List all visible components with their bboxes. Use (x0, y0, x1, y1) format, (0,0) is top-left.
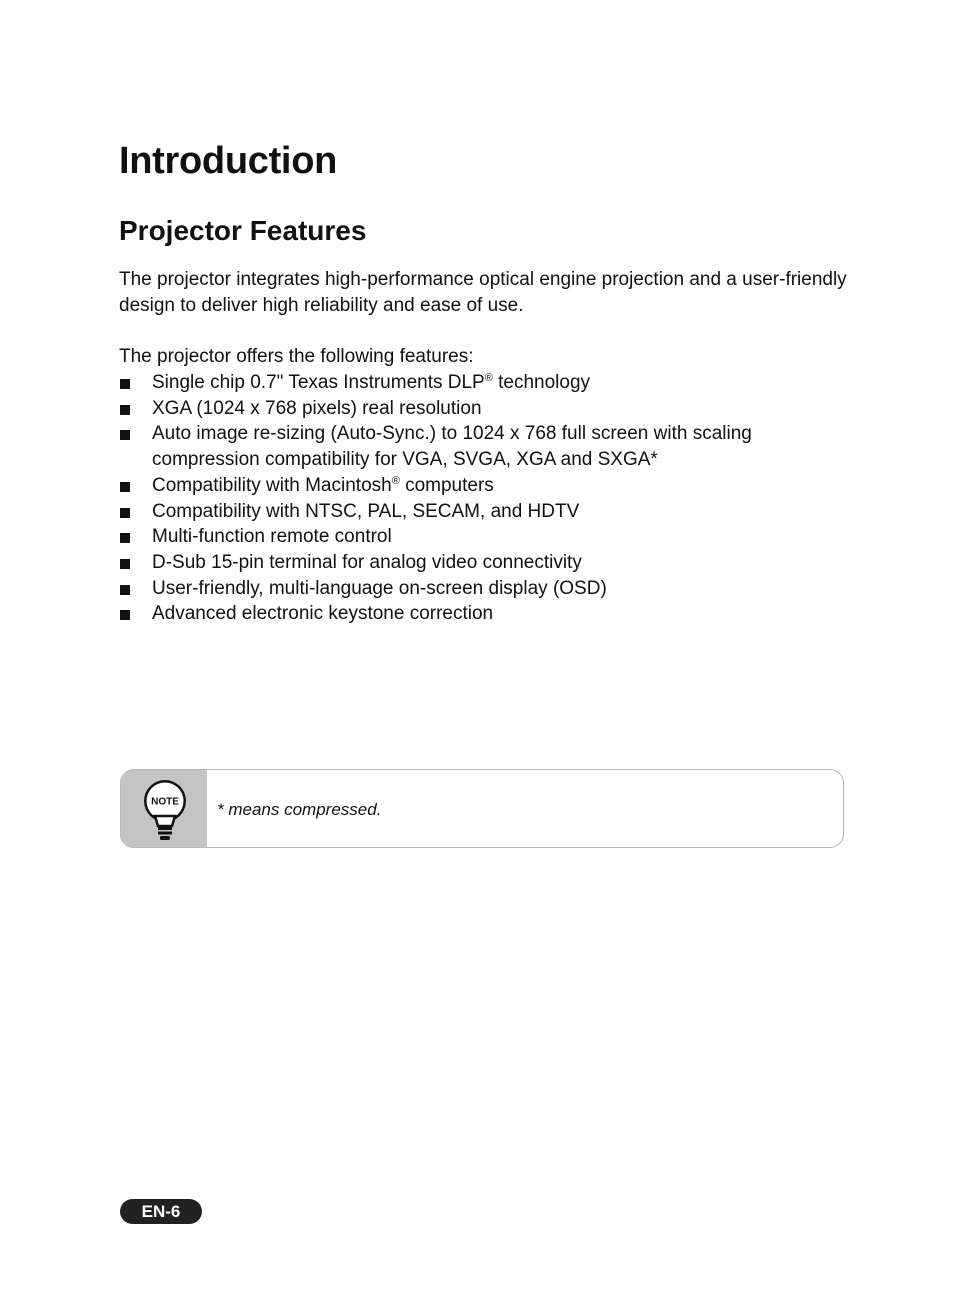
feature-item: D-Sub 15-pin terminal for analog video connectivity (119, 550, 859, 576)
feature-item: Compatibility with Macintosh® computers (119, 473, 859, 499)
bullet-square-icon (120, 405, 130, 415)
feature-item: XGA (1024 x 768 pixels) real resolution (119, 396, 859, 422)
bullet-square-icon (120, 610, 130, 620)
bullet-square-icon (120, 430, 130, 440)
features-list (119, 370, 859, 627)
feature-item: User-friendly, multi-language on-screen display (OSD) (119, 576, 859, 602)
features-lead: The projector offers the following features: (119, 346, 474, 367)
feature-item: Single chip 0.7" Texas Instruments DLP® technology (119, 370, 859, 396)
section-title: Projector Features (119, 215, 367, 246)
note-sidebar (121, 770, 207, 847)
page-number-badge: EN-6 (120, 1199, 202, 1224)
bullet-square-icon (120, 482, 130, 492)
bullet-square-icon (120, 585, 130, 595)
svg-text:NOTE: NOTE (151, 796, 179, 808)
bullet-square-icon (120, 533, 130, 543)
bullet-square-icon (120, 559, 130, 569)
feature-item: Multi-function remote control (119, 524, 859, 550)
feature-item: Auto image re-sizing (Auto-Sync.) to 1024 x 768 full screen with scaling compression compatibility for VGA, SVGA, XGA and SXGA* (119, 421, 859, 472)
note-box (120, 769, 844, 848)
feature-item: Advanced electronic keystone correction (119, 601, 859, 627)
page-title: Introduction (119, 140, 338, 182)
lightbulb-note-icon (141, 778, 189, 842)
bullet-square-icon (120, 508, 130, 518)
feature-item: Compatibility with NTSC, PAL, SECAM, and HDTV (119, 499, 859, 525)
intro-paragraph: The projector integrates high-performance optical engine projection and a user-friendly design to deliver high reliability and ease of use. (119, 269, 847, 316)
bullet-square-icon (120, 379, 130, 389)
note-text: * means compressed. (217, 800, 382, 819)
